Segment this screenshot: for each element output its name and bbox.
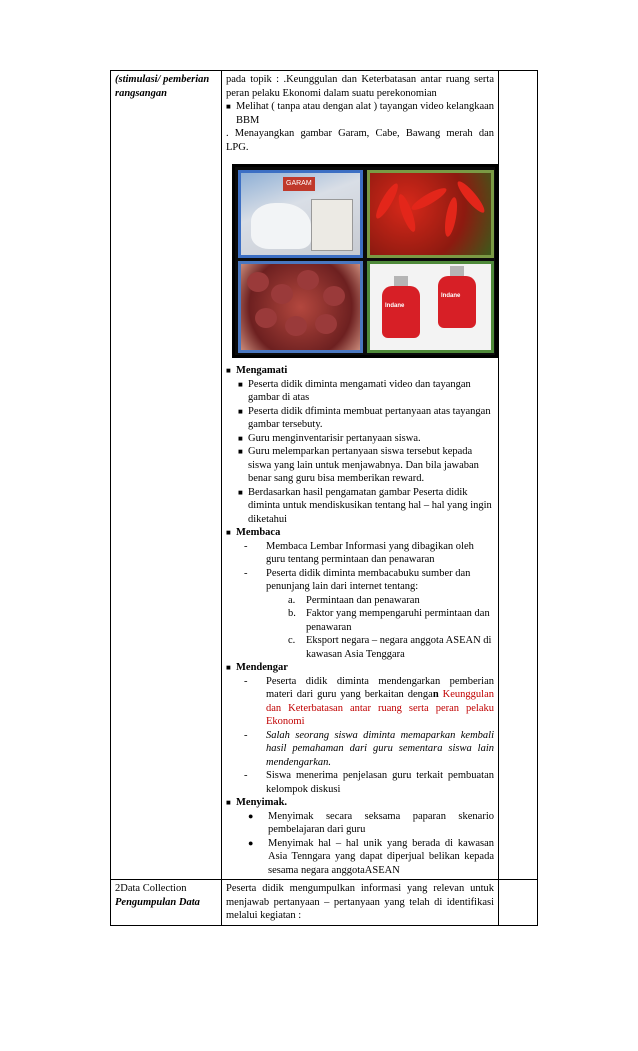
stage-label: (stimulasi/ pemberian rangsangan — [111, 71, 222, 880]
list-item: - Salah seorang siswa diminta memaparkan kembali hasil pemahaman dari guru sementara siswa lain mendengarkan. — [244, 729, 494, 768]
salt-image: GARAM — [238, 170, 363, 258]
stimulus-image-collage — [232, 164, 498, 358]
intro-text: pada topik : .Keunggulan dan Keterbatasan antar ruang serta peran pelaku Ekonomi dalam suatu perekonomian — [226, 74, 494, 99]
shallot-image — [238, 261, 363, 353]
lesson-table — [110, 70, 538, 926]
list-item: ■ Guru menginventarisir pertanyaan siswa. — [238, 432, 421, 444]
stage-label: 2Data Collection Pengumpulan Data — [111, 880, 222, 926]
section-heading: ■ Membaca — [226, 527, 281, 538]
square-bullet-icon: ■ — [226, 102, 231, 111]
chili-image — [367, 170, 494, 258]
list-item: ■ Melihat ( tanpa atau dengan alat ) tayangan video kelangkaan BBM — [226, 101, 495, 126]
list-item: - Peserta didik diminta membacabuku sumber dan penunjang lain dari internet tentang: — [244, 567, 471, 592]
list-item: ■ Peserta didik diminta mengamati video dan tayangan gambar di atas — [238, 378, 471, 403]
table-row — [111, 880, 538, 926]
show-images-text: . Menayangkan gambar Garam, Cabe, Bawang merah dan LPG. — [226, 128, 494, 153]
list-item: ■ Peserta didik dfiminta membuat pertanyaan atas tayangan gambar tersebuty. — [238, 405, 491, 430]
section-heading: ■ Menyimak. — [226, 797, 288, 808]
list-item: ■ Berdasarkan hasil pengamatan gambar Peserta didik diminta untuk mendiskusikan tentang hal – hal yang ingin diketahui — [238, 486, 492, 525]
list-item: ● Menyimak secara seksama paparan skenario pembelajaran dari guru — [248, 810, 494, 835]
list-item: ● Menyimak hal – hal unik yang berada di kawasan Asia Tenngara yang dapat diperjual belikan kepada sesama negara anggotaASEAN — [248, 837, 494, 876]
section-heading: ■ Mendengar — [226, 662, 288, 673]
activity-cell: Peserta didik mengumpulkan informasi yang relevan untuk menjawab pertanyaan – pertanyaan yang telah di identifikasi melalui kegiatan : — [222, 880, 499, 926]
empty-cell — [499, 880, 538, 926]
section-heading: ■ Mengamati — [226, 365, 288, 376]
list-item: - Siswa menerima penjelasan guru terkait pembuatan kelompok diskusi — [244, 770, 494, 795]
lpg-image: Indane Indane — [367, 261, 494, 353]
list-item: c. Eksport negara – negara anggota ASEAN di kawasan Asia Tenggara — [288, 635, 492, 660]
list-item: - Peserta didik diminta mendengarkan pemberian materi dari guru yang berkaitan dengan Keunggulan dan Keterbatasan antar ruang serta peran pelaku Ekonomi — [244, 675, 494, 727]
list-item: b. Faktor yang mempengaruhi permintaan dan penawaran — [288, 608, 490, 633]
list-item: a. Permintaan dan penawaran — [288, 594, 420, 606]
list-item: - Membaca Lembar Informasi yang dibagikan oleh guru tentang permintaan dan penawaran — [244, 540, 474, 565]
list-item: ■ Guru melemparkan pertanyaan siswa tersebut kepada siswa yang lain untuk menjawabnya. Dan bila jawaban benar sang guru bisa memberikan reward. — [238, 446, 479, 484]
activity-cell — [222, 71, 499, 880]
table-row — [111, 71, 538, 880]
empty-cell — [499, 71, 538, 880]
